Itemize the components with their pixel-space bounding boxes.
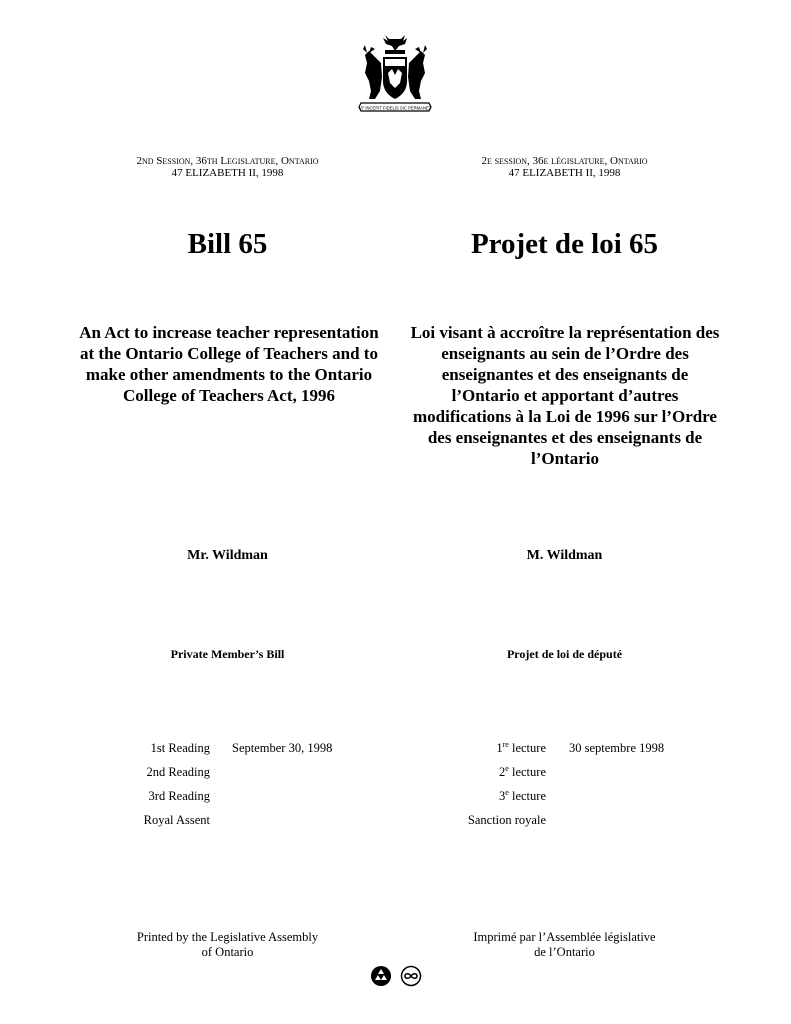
session-info-en xyxy=(40,155,415,179)
session-line-en: 2nd Session, 36th Legislature, Ontario xyxy=(136,155,319,167)
infinity-icon xyxy=(400,965,422,987)
reading-label-fr: 2e lecture xyxy=(499,763,546,779)
printer-line-fr: de l’Ontario xyxy=(534,945,595,959)
reading-date-fr: 30 septembre 1998 xyxy=(569,741,665,755)
printer-line-en: Printed by the Legislative Assembly xyxy=(136,930,319,944)
reading-label-en: 3rd Reading xyxy=(148,789,210,803)
regnal-year-en: 47 ELIZABETH II, 1998 xyxy=(171,167,284,179)
bill-number-fr: Projet de loi 65 xyxy=(470,228,659,260)
printer-credit-en xyxy=(40,930,415,960)
reading-label-en: 1st Reading xyxy=(150,741,210,755)
printer-line-en: of Ontario xyxy=(201,945,254,959)
member-name-en: Mr. Wildman xyxy=(187,548,268,563)
reading-label-fr: 3e lecture xyxy=(499,787,546,803)
regnal-year-fr: 47 ELIZABETH II, 1998 xyxy=(508,167,621,179)
reading-label-fr: Sanction royale xyxy=(467,813,546,827)
member-name-fr: M. Wildman xyxy=(526,548,603,563)
recycle-icon xyxy=(370,965,392,987)
bill-title-en: An Act to increase teacher representation at the Ontario College of Teachers and to make other amendments to the Ontario College of Teachers Act, 1996 xyxy=(79,323,379,405)
reading-label-en: Royal Assent xyxy=(143,813,210,827)
session-info-fr xyxy=(377,155,752,179)
reading-date-en: September 30, 1998 xyxy=(232,741,333,755)
session-line-fr: 2e session, 36e législature, Ontario xyxy=(481,155,648,167)
reading-label-en: 2nd Reading xyxy=(146,765,210,779)
bill-type-fr: Projet de loi de député xyxy=(506,647,623,661)
printer-credit-fr xyxy=(377,930,752,960)
bill-type-en: Private Member’s Bill xyxy=(170,647,285,661)
bill-title-fr: Loi visant à accroître la représentation des enseignants au sein de l’Ordre des enseignantes et des enseignants de l’Ontario et apportant d’autres modifications à la Loi de 1996 sur l’Ordre des enseignantes et des enseignants de l’Ontario xyxy=(410,323,720,468)
printer-line-fr: Imprimé par l’Assemblée législative xyxy=(473,930,656,944)
bill-number-en: Bill 65 xyxy=(187,228,268,260)
reading-label-fr: 1re lecture xyxy=(496,739,546,755)
motto-text: UT INCEPIT FIDELIS SIC PERMANET xyxy=(358,105,432,111)
coat-of-arms-icon xyxy=(355,33,435,117)
